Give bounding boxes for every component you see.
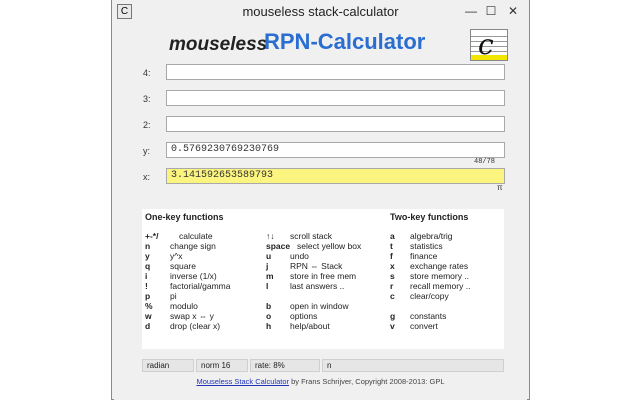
function-key: t [390, 241, 393, 251]
function-desc: select yellow box [297, 241, 362, 251]
history-counter: 48/78 [474, 158, 496, 166]
function-key: q [145, 261, 151, 271]
function-desc: exchange rates [410, 261, 469, 271]
status-norm: norm 16 [196, 359, 248, 372]
app-title: RPN-Calculator [264, 29, 426, 54]
title-bar[interactable] [112, 0, 529, 22]
function-key: w [145, 311, 152, 321]
function-desc: finance [410, 251, 438, 261]
function-desc: modulo [170, 301, 198, 311]
function-key: v [390, 321, 395, 331]
one-key-title: One-key functions [145, 212, 224, 222]
function-key: y [145, 251, 150, 261]
function-desc: algebra/trig [410, 231, 453, 241]
app-icon: C [117, 4, 132, 19]
function-key: h [266, 321, 272, 331]
maximize-button[interactable]: ☐ [485, 4, 497, 18]
function-key: space [266, 241, 291, 251]
register-2-field[interactable] [166, 116, 505, 132]
function-desc: swap x ⇔ y [170, 311, 214, 321]
function-desc: help/about [290, 321, 330, 331]
logo-letter: c [478, 28, 494, 61]
logo-icon [470, 29, 508, 61]
function-desc: square [170, 261, 196, 271]
function-key: l [266, 281, 269, 291]
function-desc: y^x [170, 251, 183, 261]
function-key: j [266, 261, 269, 271]
function-key: p [145, 291, 151, 301]
function-desc: RPN ⇔ Stack [290, 261, 343, 271]
function-key: b [266, 301, 272, 311]
window-title: mouseless stack-calculator [242, 4, 399, 19]
function-desc: scroll stack [290, 231, 333, 241]
register-label-x: x: [143, 172, 151, 182]
function-desc: options [290, 311, 318, 321]
function-desc: recall memory .. [410, 281, 471, 291]
function-key: o [266, 311, 272, 321]
footer [114, 377, 527, 386]
function-key: a [390, 231, 395, 241]
function-desc: open in window [290, 301, 349, 311]
register-x-field[interactable]: 3.141592653589793 [166, 168, 505, 184]
function-desc: factorial/gamma [170, 281, 231, 291]
register-3-field[interactable] [166, 90, 505, 106]
calculator-body [114, 22, 527, 400]
footer-text: by Frans Schrijver, Copyright 2008-2013: GPL [289, 377, 445, 386]
function-key: n [145, 241, 151, 251]
function-key: d [145, 321, 151, 331]
function-desc: constants [410, 311, 447, 321]
footer-link[interactable]: Mouseless Stack Calculator [196, 377, 290, 386]
register-label-4: 4: [143, 68, 151, 78]
function-desc: store in free mem [290, 271, 357, 281]
function-key: r [390, 281, 394, 291]
function-key: i [145, 271, 148, 281]
status-mode: n [322, 359, 504, 372]
register-label-y: y: [143, 146, 151, 156]
function-key: ↑↓ [266, 231, 275, 241]
status-rate: rate: 8% [250, 359, 320, 372]
function-desc: store memory .. [410, 271, 470, 281]
close-button[interactable]: ✕ [507, 4, 519, 18]
function-desc: drop (clear x) [170, 321, 221, 331]
minimize-button[interactable]: — [465, 4, 477, 18]
function-desc: statistics [410, 241, 443, 251]
register-y-field[interactable]: 0.5769230769230769 [166, 142, 505, 158]
app-window [111, 0, 530, 400]
function-key: u [266, 251, 272, 261]
function-key: g [390, 311, 396, 321]
function-desc: pi [170, 291, 177, 301]
function-reference-panel [142, 209, 504, 349]
register-4-field[interactable] [166, 64, 505, 80]
register-label-2: 2: [143, 120, 151, 130]
function-key: f [390, 251, 393, 261]
status-angle: radian [142, 359, 194, 372]
function-desc: calculate [179, 231, 213, 241]
function-key: % [145, 301, 153, 311]
function-key: ! [145, 281, 148, 291]
function-desc: inverse (1/x) [170, 271, 217, 281]
function-desc: undo [290, 251, 309, 261]
two-key-title: Two-key functions [390, 212, 469, 222]
function-desc: clear/copy [410, 291, 449, 301]
function-desc: convert [410, 321, 438, 331]
function-desc: last answers .. [290, 281, 345, 291]
function-key: c [390, 291, 395, 301]
register-label-3: 3: [143, 94, 151, 104]
pi-indicator: π [497, 183, 503, 192]
function-key: +-*/ [145, 231, 159, 241]
brand-text: mouseless [169, 34, 268, 55]
function-desc: change sign [170, 241, 216, 251]
function-key: x [390, 261, 395, 271]
function-key: s [390, 271, 395, 281]
function-key: m [266, 271, 274, 281]
